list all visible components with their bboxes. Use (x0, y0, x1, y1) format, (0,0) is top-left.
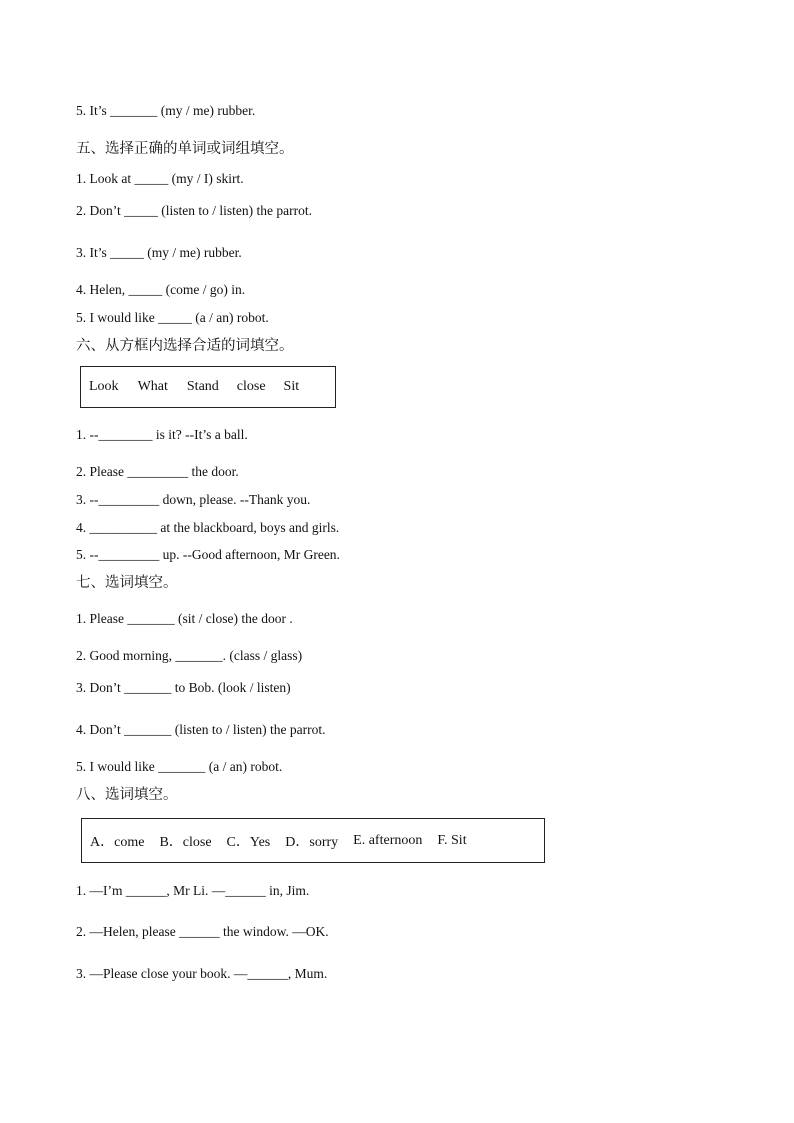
option-item: E. afternoon (353, 832, 423, 848)
word-box-item: What (137, 379, 168, 394)
option-item: D．sorry (285, 834, 339, 850)
section-6-heading: 六、从方框内选择合适的词填空。 (76, 338, 294, 354)
word-box (80, 366, 336, 408)
question-line: 1. Please _______ (sit / close) the door . (76, 611, 293, 626)
word-box-item: close (236, 379, 266, 394)
question-line: 1. —I’m ______, Mr Li. —______ in, Jim. (76, 883, 310, 898)
section-8-heading: 八、选词填空。 (76, 787, 178, 803)
question-line: 4. __________ at the blackboard, boys and girls. (76, 520, 340, 535)
question-line: 3. --_________ down, please. --Thank you. (76, 492, 311, 507)
question-line: 3. It’s _____ (my / me) rubber. (76, 245, 242, 260)
question-line: 5. I would like _____ (a / an) robot. (76, 310, 269, 325)
question-line: 1. Look at _____ (my / I) skirt. (76, 171, 244, 186)
question-line: 2. Don’t _____ (listen to / listen) the parrot. (76, 203, 312, 218)
word-box-item: Look (89, 379, 119, 394)
question-line: 1. --________ is it? --It’s a ball. (76, 427, 248, 442)
question-line: 2. Good morning, _______. (class / glass) (76, 648, 303, 663)
section-5-heading: 五、选择正确的单词或词组填空。 (76, 141, 294, 157)
word-box-item: Stand (186, 379, 219, 394)
question-line: 2. —Helen, please ______ the window. —OK. (76, 924, 329, 939)
option-item: C．Yes (226, 834, 271, 850)
question-line: 2. Please _________ the door. (76, 464, 239, 479)
question-line: 4. Helen, _____ (come / go) in. (76, 282, 246, 297)
option-item: F. Sit (437, 832, 467, 848)
option-item: B．close (159, 834, 212, 850)
question-line: 5. I would like _______ (a / an) robot. (76, 759, 283, 774)
option-item: A．come (90, 834, 145, 850)
question-line: 3. —Please close your book. —______, Mum. (76, 966, 328, 981)
question-line: 4. Don’t _______ (listen to / listen) the parrot. (76, 722, 326, 737)
section-7-heading: 七、选词填空。 (76, 575, 178, 591)
word-box-item: Sit (283, 379, 300, 394)
question-line: 5. --_________ up. --Good afternoon, Mr Green. (76, 547, 340, 562)
question-line: 3. Don’t _______ to Bob. (look / listen) (76, 680, 291, 695)
option-box (81, 818, 545, 863)
question-line: 5. It’s _______ (my / me) rubber. (76, 103, 256, 118)
